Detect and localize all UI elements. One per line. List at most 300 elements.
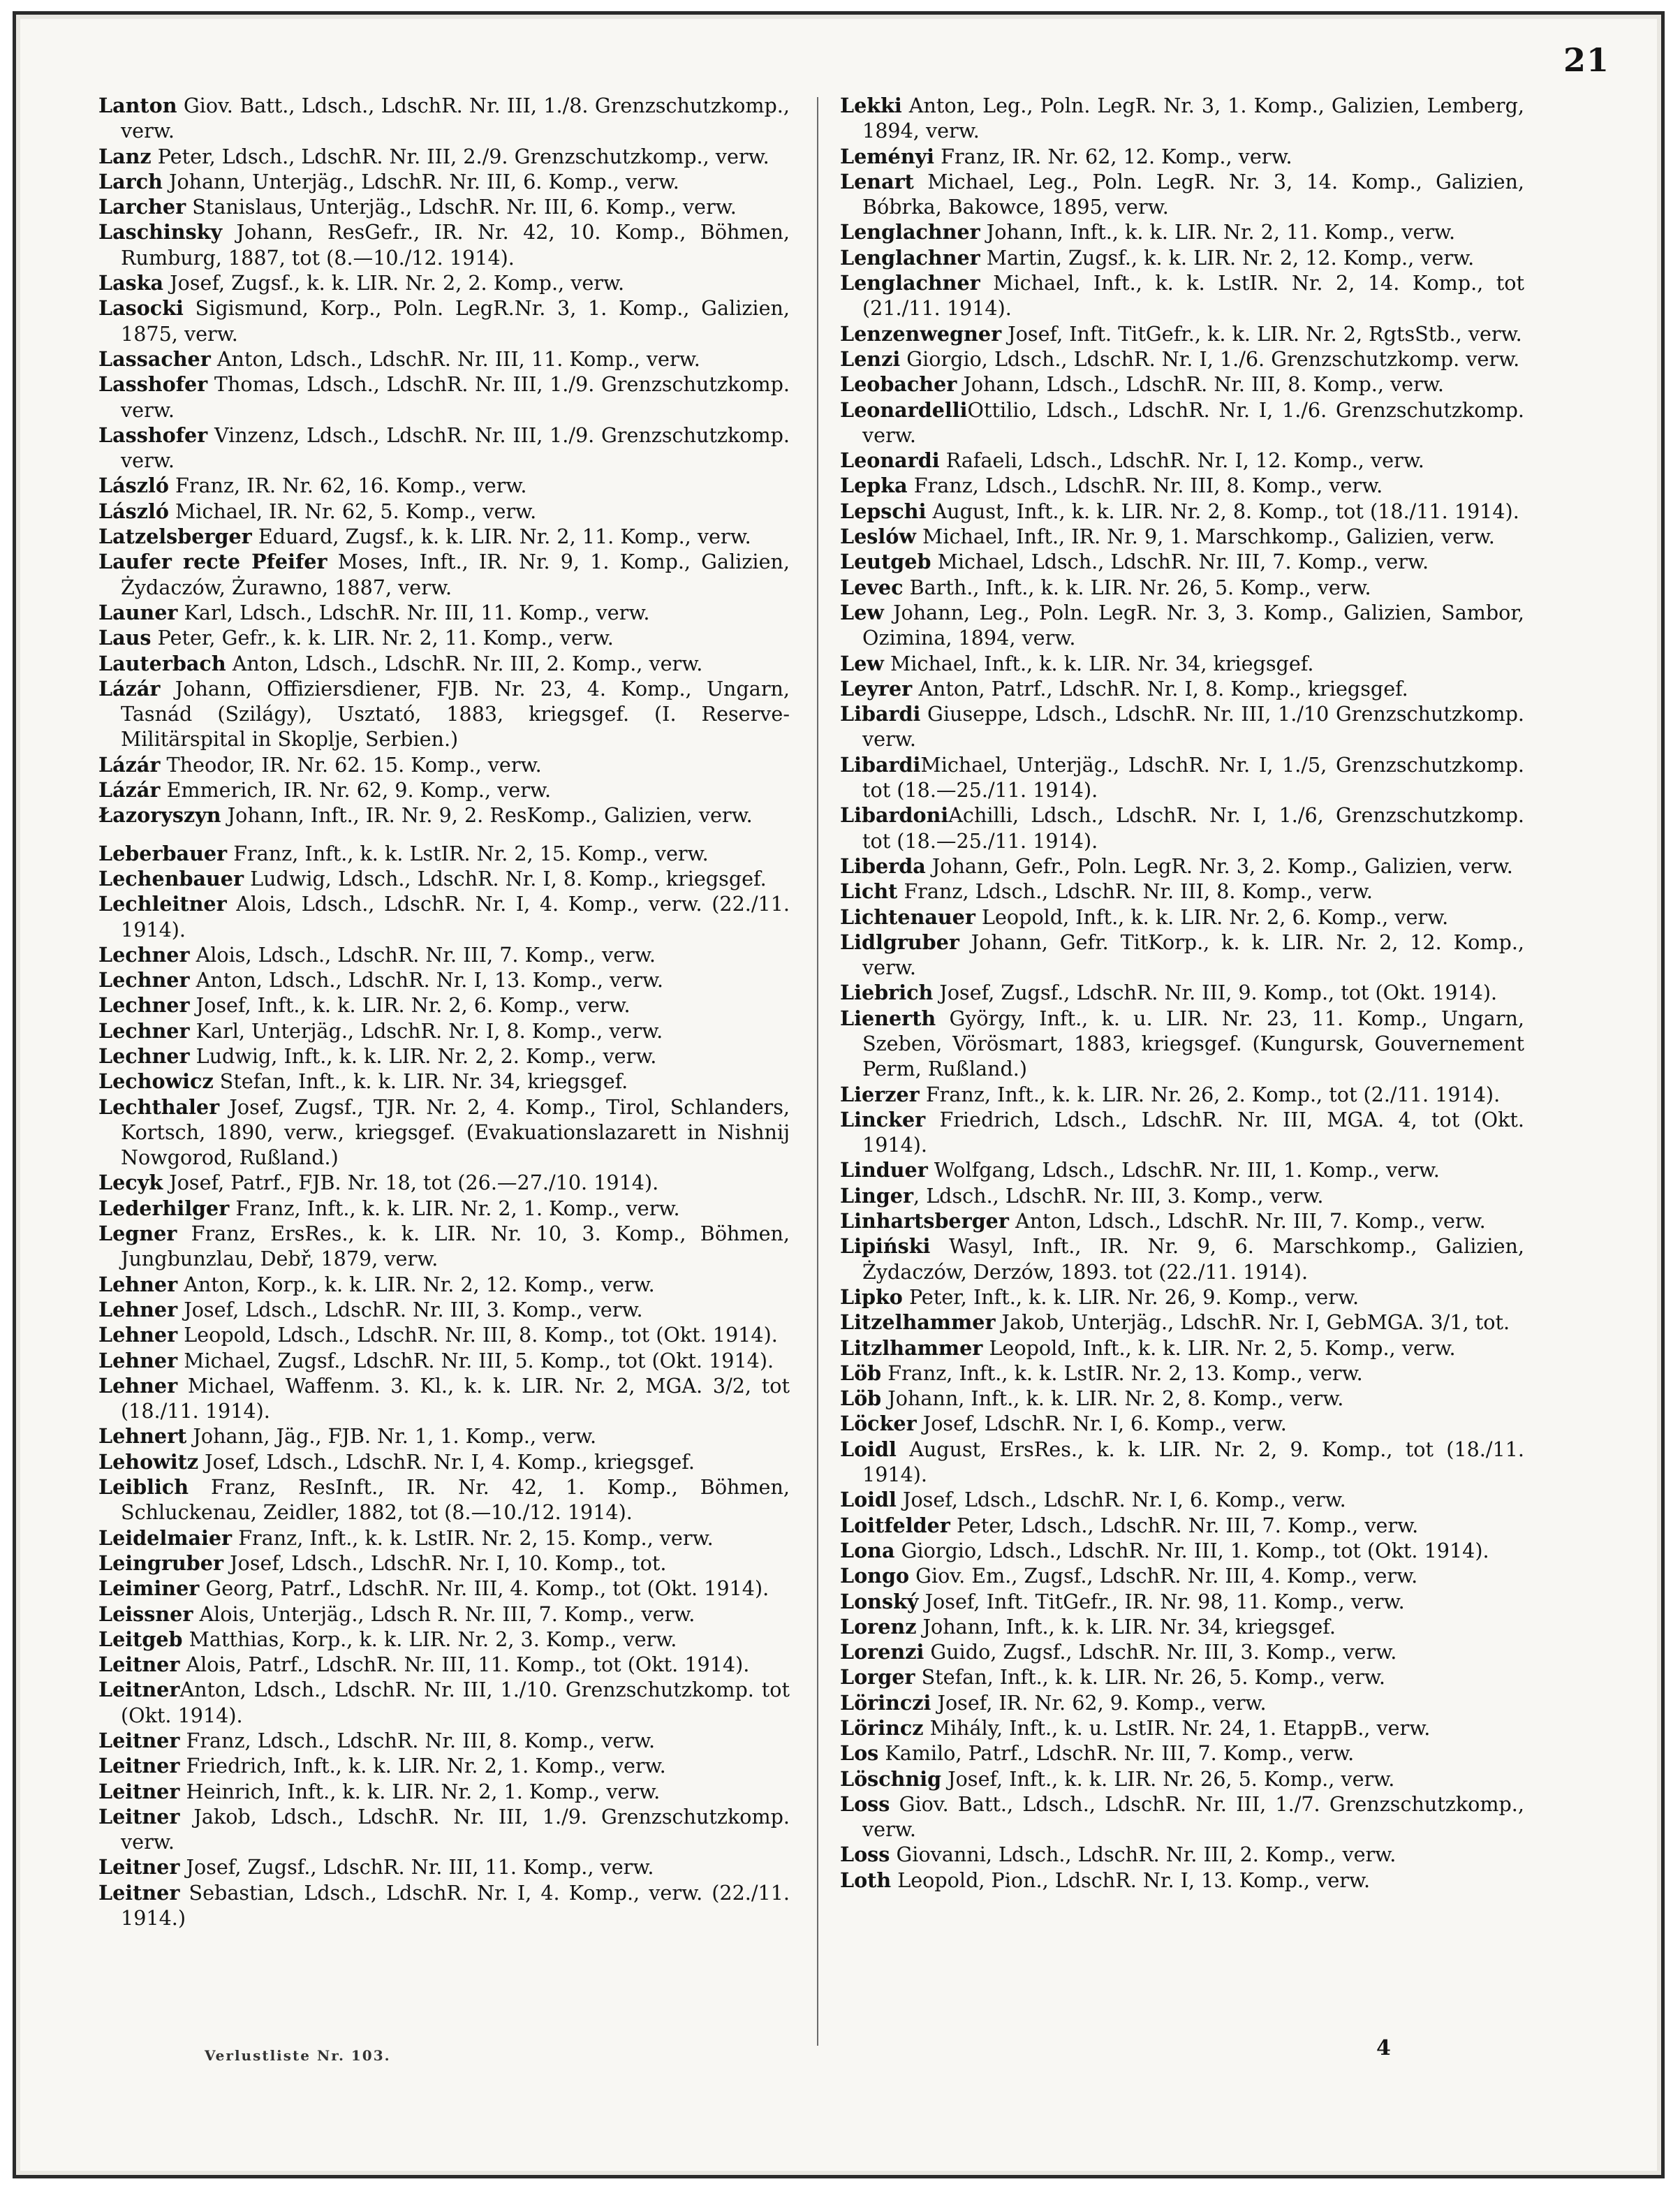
entry-details: Michael, Inft., k. k. LIR. Nr. 34, kriegsgef. <box>883 651 1314 675</box>
casualty-entry <box>98 1728 790 1753</box>
entry-details: Guido, Zugsf., LdschR. Nr. III, 3. Komp., verw. <box>924 1640 1397 1664</box>
entry-details: Peter, Ldsch., LdschR. Nr. III, 7. Komp., verw. <box>950 1513 1419 1537</box>
entry-surname: Laschinsky <box>98 220 223 244</box>
entry-details: Michael, Ldsch., LdschR. Nr. III, 7. Komp., verw. <box>931 550 1429 574</box>
casualty-entry <box>98 1170 790 1195</box>
casualty-entry <box>98 144 790 169</box>
entry-details: Michael, Inft., IR. Nr. 9, 1. Marschkomp., Galizien, verw. <box>915 525 1495 549</box>
entry-details: Franz, Ldsch., LdschR. Nr. III, 8. Komp., verw. <box>897 879 1373 904</box>
casualty-entry <box>840 346 1524 372</box>
column-divider <box>817 97 818 2046</box>
entry-surname: Lenglachner <box>840 220 980 244</box>
entry-surname: Lew <box>840 651 884 675</box>
entry-details: Wolfgang, Ldsch., LdschR. Nr. III, 1. Komp., verw. <box>927 1158 1440 1182</box>
entry-details: Johann, Ldsch., LdschR. Nr. III, 8. Komp., verw. <box>957 372 1444 397</box>
casualty-entry <box>840 1563 1524 1588</box>
entry-details: Friedrich, Ldsch., LdschR. Nr. III, MGA. 4, tot (Okt. 1914). <box>862 1107 1524 1157</box>
entry-details: Josef, Inft. TitGefr., IR. Nr. 98, 11. Komp., verw. <box>918 1589 1405 1613</box>
entry-details: György, Inft., k. u. LIR. Nr. 23, 11. Komp., Ungarn, Szeben, Vörösmart, 1883, kriegsgef. (Kungursk, Gouvernement Perm, Rußland.) <box>862 1006 1524 1081</box>
casualty-entry <box>840 1233 1524 1284</box>
entry-surname: Loss <box>840 1791 890 1816</box>
entry-surname: Lepka <box>840 474 908 498</box>
casualty-entry <box>98 1196 790 1221</box>
casualty-entry <box>840 1335 1524 1361</box>
casualty-entry <box>840 1411 1524 1436</box>
casualty-entry <box>840 575 1524 600</box>
casualty-entry <box>840 270 1524 321</box>
entry-surname: Lorger <box>840 1665 915 1690</box>
entry-surname: Lasshofer <box>98 423 208 447</box>
casualty-entry <box>98 473 790 498</box>
casualty-entry <box>98 1602 790 1627</box>
entry-details: Josef, LdschR. Nr. I, 6. Komp., verw. <box>916 1412 1287 1436</box>
entry-details: Karl, Ldsch., LdschR. Nr. III, 11. Komp., verw. <box>177 600 650 624</box>
casualty-entry <box>98 1854 790 1879</box>
entry-surname: Lipiński <box>840 1234 931 1259</box>
entry-details: Leopold, Ldsch., LdschR. Nr. III, 8. Komp., tot (Okt. 1914). <box>177 1323 778 1347</box>
casualty-entry <box>98 752 790 777</box>
casualty-entry <box>840 1639 1524 1664</box>
casualty-entry <box>98 676 790 752</box>
entry-details: Anton, Ldsch., LdschR. Nr. III, 11. Komp., verw. <box>210 346 700 371</box>
entry-details: Anton, Patrf., LdschR. Nr. I, 8. Komp., kriegsgef. <box>912 676 1408 701</box>
casualty-entry <box>98 1094 790 1171</box>
entry-details: Vinzenz, Ldsch., LdschR. Nr. III, 1./9. Grenzschutzkomp. verw. <box>121 423 790 473</box>
entry-details: Sigismund, Korp., Poln. LegR.Nr. 3, 1. Komp., Galizien, 1875, verw. <box>121 296 790 346</box>
entry-surname: Lecyk <box>98 1171 163 1195</box>
casualty-entry <box>98 1069 790 1094</box>
entry-surname: Leitner <box>98 1678 180 1702</box>
casualty-entry <box>840 701 1524 752</box>
casualty-entry <box>98 219 790 270</box>
entry-surname: Los <box>840 1741 879 1766</box>
entry-surname: Litzelhammer <box>840 1310 996 1335</box>
casualty-entry <box>98 1779 790 1804</box>
entry-details: Stefan, Inft., k. k. LIR. Nr. 26, 5. Komp., verw. <box>915 1665 1385 1690</box>
casualty-entry <box>98 549 790 600</box>
entry-details: Alois, Ldsch., LdschR. Nr. I, 4. Komp., verw. (22./11. 1914). <box>121 892 790 941</box>
entry-surname: Lasocki <box>98 296 184 321</box>
document-page <box>13 11 1665 2178</box>
entry-surname: Lehner <box>98 1297 178 1321</box>
entry-surname: Loidl <box>840 1488 897 1512</box>
entry-surname: Lekki <box>840 94 902 117</box>
casualty-entry <box>98 1297 790 1322</box>
entry-details: Josef, Inft., k. k. LIR. Nr. 26, 5. Komp., verw. <box>941 1766 1395 1791</box>
entry-surname: Leingruber <box>98 1551 224 1575</box>
casualty-entry <box>840 1513 1524 1538</box>
entry-surname: Lipko <box>840 1284 903 1309</box>
entry-details: Franz, Inft., k. k. LstIR. Nr. 2, 15. Komp., verw. <box>227 841 709 865</box>
entry-details: Franz, ResInft., IR. Nr. 42, 1. Komp., Böhmen, Schluckenau, Zeidler, 1882, tot (8.—10./12. 1914). <box>121 1475 790 1525</box>
page-number: 21 <box>1563 41 1609 79</box>
casualty-entry <box>98 1652 790 1677</box>
casualty-entry <box>840 1361 1524 1386</box>
casualty-entry <box>98 1880 790 1931</box>
entry-details: Johann, Jäg., FJB. Nr. 1, 1. Komp., verw. <box>186 1424 597 1449</box>
entry-surname: Leidelmaier <box>98 1525 233 1550</box>
right-column <box>840 93 1524 1893</box>
entry-details: Franz, Inft., k. k. LstIR. Nr. 2, 13. Komp., verw. <box>881 1361 1363 1385</box>
casualty-entry <box>840 1284 1524 1310</box>
entry-details: Johann, ResGefr., IR. Nr. 42, 10. Komp., Böhmen, Rumburg, 1887, tot (8.—10./12. 1914). <box>121 220 790 270</box>
entry-details: Johann, Gefr. TitKorp., k. k. LIR. Nr. 2, 12. Komp., verw. <box>862 930 1524 980</box>
entry-details: Josef, Zugsf., LdschR. Nr. III, 11. Komp., verw. <box>179 1855 654 1879</box>
entry-details: Rafaeli, Ldsch., LdschR. Nr. I, 12. Komp., verw. <box>939 448 1424 473</box>
casualty-entry <box>98 651 790 676</box>
entry-details: Johann, Inft., k. k. LIR. Nr. 34, kriegsgef. <box>916 1614 1336 1639</box>
entry-details: Josef, IR. Nr. 62, 9. Komp., verw. <box>931 1690 1267 1715</box>
casualty-entry <box>98 942 790 967</box>
entry-details: Sebastian, Ldsch., LdschR. Nr. I, 4. Komp., verw. (22./11. 1914.) <box>121 1880 790 1930</box>
casualty-entry <box>98 866 790 891</box>
casualty-entry <box>98 1474 790 1525</box>
entry-surname: Lenglachner <box>840 245 980 270</box>
casualty-entry <box>98 1373 790 1424</box>
casualty-entry <box>98 423 790 474</box>
entry-surname: László <box>98 499 169 523</box>
entry-details: Franz, Ldsch., LdschR. Nr. III, 8. Komp., verw. <box>179 1729 656 1752</box>
casualty-entry <box>98 499 790 524</box>
entry-details: Anton, Korp., k. k. LIR. Nr. 2, 12. Komp., verw. <box>177 1272 655 1296</box>
entry-surname: Lona <box>840 1538 895 1562</box>
entry-details: Ludwig, Inft., k. k. LIR. Nr. 2, 2. Komp., verw. <box>189 1043 657 1068</box>
entry-surname: Libardi <box>840 702 921 726</box>
casualty-entry <box>840 245 1524 270</box>
entry-surname: Lichtenauer <box>840 904 975 929</box>
entry-surname: Leményi <box>840 144 935 168</box>
entry-surname: Loidl <box>840 1437 897 1461</box>
casualty-entry <box>840 1589 1524 1614</box>
entry-details: Theodor, IR. Nr. 62. 15. Komp., verw. <box>160 752 542 777</box>
entry-surname: Leitner <box>98 1804 180 1829</box>
entry-surname: Latzelsberger <box>98 525 252 549</box>
casualty-entry <box>840 1437 1524 1488</box>
casualty-entry <box>98 1525 790 1551</box>
entry-surname: Lechthaler <box>98 1094 220 1119</box>
entry-details: August, Inft., k. k. LIR. Nr. 2, 8. Komp., tot (18./11. 1914). <box>926 499 1519 523</box>
casualty-entry <box>98 777 790 803</box>
casualty-entry <box>840 219 1524 244</box>
entry-details: Josef, Inft., k. k. LIR. Nr. 2, 6. Komp., verw. <box>189 993 631 1018</box>
entry-surname: Lechleitner <box>98 892 227 916</box>
entry-details: Georg, Patrf., LdschR. Nr. III, 4. Komp., tot (Okt. 1914). <box>199 1576 769 1601</box>
casualty-entry <box>98 1272 790 1297</box>
entry-surname: Longo <box>840 1564 910 1588</box>
casualty-entry <box>840 1208 1524 1233</box>
entry-details: Franz, Ldsch., LdschR. Nr. III, 8. Komp., verw. <box>907 474 1383 498</box>
entry-details: Josef, Patrf., FJB. Nr. 18, tot (26.—27./10. 1914). <box>163 1171 659 1195</box>
entry-details: Alois, Patrf., LdschR. Nr. III, 11. Komp., tot (Okt. 1914). <box>179 1653 750 1677</box>
casualty-entry <box>840 1386 1524 1411</box>
casualty-entry <box>840 1690 1524 1715</box>
casualty-entry <box>840 1868 1524 1893</box>
entry-surname: Lechner <box>98 968 190 992</box>
entry-surname: Legner <box>98 1222 177 1246</box>
entry-surname: Lörinczi <box>840 1690 931 1715</box>
entry-details: Michael, Waffenm. 3. Kl., k. k. LIR. Nr. 2, MGA. 3/2, tot (18./11. 1914). <box>121 1373 790 1423</box>
entry-surname: Lechner <box>98 1043 190 1068</box>
casualty-entry <box>98 841 790 866</box>
entry-details: Emmerich, IR. Nr. 62, 9. Komp., verw. <box>160 778 552 803</box>
casualty-entry <box>840 1715 1524 1741</box>
entry-surname: Leitgeb <box>98 1627 183 1651</box>
entry-surname: Löcker <box>840 1412 917 1436</box>
entry-surname: Leissner <box>98 1602 193 1626</box>
entry-details: Giorgio, Ldsch., LdschR. Nr. I, 1./6. Grenzschutzkomp. verw. <box>900 346 1520 371</box>
entry-surname: Linduer <box>840 1158 928 1182</box>
entry-surname: Leiblich <box>98 1475 189 1500</box>
entry-surname: Leitner <box>98 1779 180 1803</box>
entry-surname: Lenzi <box>840 346 901 371</box>
entry-details: Leopold, Inft., k. k. LIR. Nr. 2, 6. Komp., verw. <box>975 904 1449 929</box>
entry-details: Peter, Ldsch., LdschR. Nr. III, 2./9. Grenzschutzkomp., verw. <box>151 144 769 168</box>
entry-surname: Linhartsberger <box>840 1209 1009 1233</box>
entry-surname: Leitner <box>98 1729 180 1752</box>
entry-surname: Leonardi <box>840 448 940 473</box>
entry-details: Anton, Leg., Poln. LegR. Nr. 3, 1. Komp., Galizien, Lemberg, 1894, verw. <box>862 94 1524 143</box>
entry-surname: Laus <box>98 626 152 650</box>
casualty-entry <box>840 904 1524 930</box>
casualty-entry <box>840 321 1524 346</box>
entry-surname: Leutgeb <box>840 550 931 574</box>
entry-surname: Lehnert <box>98 1424 187 1449</box>
entry-surname: Lew <box>840 600 884 624</box>
entry-details: Michael, Inft., k. k. LstIR. Nr. 2, 14. Komp., tot (21./11. 1914). <box>862 271 1524 321</box>
entry-surname: Lehner <box>98 1373 178 1398</box>
entry-surname: Lechenbauer <box>98 866 244 891</box>
entry-surname: Leiminer <box>98 1576 200 1601</box>
casualty-entry <box>840 1741 1524 1766</box>
casualty-entry <box>98 1322 790 1347</box>
entry-surname: Leitner <box>98 1754 180 1778</box>
entry-details: Alois, Unterjäg., Ldsch R. Nr. III, 7. Komp., verw. <box>193 1602 695 1626</box>
casualty-entry <box>98 1753 790 1778</box>
entry-details: Mihály, Inft., k. u. LstIR. Nr. 24, 1. EtappB., verw. <box>923 1716 1431 1740</box>
casualty-entry <box>98 1423 790 1449</box>
casualty-entry <box>98 270 790 295</box>
entry-surname: Lechner <box>98 1018 190 1043</box>
entry-details: Franz, ErsRes., k. k. LIR. Nr. 10, 3. Komp., Böhmen, Jungbunzlau, Debř, 1879, verw. <box>121 1222 790 1271</box>
entry-surname: Lierzer <box>840 1082 920 1106</box>
entry-details: Johann, Offiziersdiener, FJB. Nr. 23, 4. Komp., Ungarn, Tasnád (Szilágy), Usztató, 1883, kriegsgef. (I. Reserve-Militärspital in Skoplje, Serbien.) <box>121 676 790 752</box>
entry-details: Johann, Leg., Poln. LegR. Nr. 3, 3. Komp., Galizien, Sambor, Ozimina, 1894, verw. <box>862 600 1524 650</box>
casualty-entry <box>840 372 1524 397</box>
entry-details: Josef, Ldsch., LdschR. Nr. III, 3. Komp., verw. <box>177 1297 643 1321</box>
casualty-entry <box>98 1221 790 1272</box>
casualty-entry <box>840 1538 1524 1563</box>
entry-details: Matthias, Korp., k. k. LIR. Nr. 2, 3. Komp., verw. <box>182 1627 677 1651</box>
entry-surname: Leitner <box>98 1855 180 1879</box>
casualty-entry <box>840 1487 1524 1512</box>
entry-details: Johann, Inft., k. k. LIR. Nr. 2, 8. Komp., verw. <box>881 1386 1344 1411</box>
entry-surname: Linger <box>840 1183 914 1208</box>
casualty-entry <box>840 600 1524 651</box>
entry-details: Anton, Ldsch., LdschR. Nr. III, 7. Komp., verw. <box>1008 1209 1486 1233</box>
entry-details: Josef, Ldsch., LdschR. Nr. I, 4. Komp., kriegsgef. <box>198 1449 695 1474</box>
entry-details: Michael, IR. Nr. 62, 5. Komp., verw. <box>168 499 537 523</box>
casualty-entry <box>98 1018 790 1043</box>
signature-mark: 4 <box>1376 2036 1391 2060</box>
entry-surname: Loss <box>840 1842 890 1867</box>
entry-surname: Launer <box>98 600 178 624</box>
casualty-entry <box>98 1677 790 1728</box>
entry-details: Wasyl, Inft., IR. Nr. 9, 6. Marschkomp., Galizien, Żydaczów, Derzów, 1893. tot (22./11. 1914). <box>862 1234 1524 1284</box>
entry-details: Moses, Inft., IR. Nr. 9, 1. Komp., Galizien, Żydaczów, Żurawno, 1887, verw. <box>121 550 790 599</box>
entry-details: Giuseppe, Ldsch., LdschR. Nr. III, 1./10 Grenzschutzkomp. verw. <box>862 702 1524 752</box>
entry-surname: Lauterbach <box>98 651 226 675</box>
entry-details: Franz, Inft., k. k. LIR. Nr. 26, 2. Komp., tot (2./11. 1914). <box>919 1082 1501 1106</box>
entry-details: Giov. Batt., Ldsch., LdschR. Nr. III, 1./8. Grenzschutzkomp., verw. <box>121 94 790 143</box>
entry-surname: Lázár <box>98 752 161 777</box>
entry-details: Stefan, Inft., k. k. LIR. Nr. 34, kriegsgef. <box>213 1069 628 1094</box>
entry-details: Giov. Em., Zugsf., LdschR. Nr. III, 4. Komp., verw. <box>909 1564 1418 1588</box>
entry-details: Jakob, Unterjäg., LdschR. Nr. I, GebMGA. 3/1, tot. <box>995 1310 1510 1335</box>
entry-details: Eduard, Zugsf., k. k. LIR. Nr. 2, 11. Komp., verw. <box>251 525 751 549</box>
entry-surname: Litzlhammer <box>840 1335 983 1360</box>
casualty-entry <box>840 473 1524 498</box>
casualty-entry <box>98 93 790 144</box>
casualty-entry <box>98 967 790 992</box>
casualty-entry <box>98 194 790 219</box>
entry-surname: Leitner <box>98 1653 180 1677</box>
casualty-entry <box>840 524 1524 549</box>
entry-surname: Liberda <box>840 853 926 878</box>
entry-details: Thomas, Ldsch., LdschR. Nr. III, 1./9. Grenzschutzkomp. verw. <box>121 372 790 422</box>
entry-details: Michael, Leg., Poln. LegR. Nr. 3, 14. Komp., Galizien, Bóbrka, Bakowce, 1895, verw. <box>862 169 1524 219</box>
entry-details: Ottilio, Ldsch., LdschR. Nr. I, 1./6. Grenzschutzkomp. verw. <box>862 397 1524 447</box>
casualty-entry <box>840 1183 1524 1208</box>
casualty-entry <box>840 752 1524 803</box>
entry-surname: Lincker <box>840 1107 926 1131</box>
entry-details: Karl, Unterjäg., LdschR. Nr. I, 8. Komp., verw. <box>189 1018 663 1043</box>
casualty-entry <box>98 1449 790 1474</box>
entry-details: Giorgio, Ldsch., LdschR. Nr. III, 1. Komp., tot (Okt. 1914). <box>894 1538 1489 1562</box>
casualty-entry <box>98 372 790 423</box>
entry-surname: Licht <box>840 879 898 904</box>
entry-details: Leopold, Pion., LdschR. Nr. I, 13. Komp., verw. <box>891 1868 1371 1892</box>
entry-details: Leopold, Inft., k. k. LIR. Nr. 2, 5. Komp., verw. <box>982 1335 1456 1360</box>
casualty-entry <box>98 600 790 625</box>
casualty-entry <box>840 144 1524 169</box>
entry-details: Franz, Inft., k. k. LstIR. Nr. 2, 15. Komp., verw. <box>232 1525 714 1550</box>
entry-surname: Lenglachner <box>840 271 980 295</box>
casualty-entry <box>840 980 1524 1005</box>
entry-surname: Leitner <box>98 1880 180 1905</box>
entry-surname: Lanz <box>98 144 152 168</box>
entry-surname: Lepschi <box>840 499 927 523</box>
entry-surname: Laska <box>98 271 164 295</box>
casualty-entry <box>840 803 1524 853</box>
casualty-entry <box>98 346 790 372</box>
entry-details: Franz, IR. Nr. 62, 16. Komp., verw. <box>168 474 527 498</box>
entry-surname: Lázár <box>98 778 161 803</box>
entry-details: Josef, Ldsch., LdschR. Nr. I, 6. Komp., verw. <box>896 1488 1346 1512</box>
casualty-entry <box>840 930 1524 981</box>
casualty-entry <box>840 549 1524 574</box>
entry-details: Michael, Zugsf., LdschR. Nr. III, 5. Komp., tot (Okt. 1914). <box>177 1348 774 1372</box>
entry-surname: Lanton <box>98 94 177 117</box>
entry-details: Josef, Zugsf., TJR. Nr. 2, 4. Komp., Tirol, Schlanders, Kortsch, 1890, verw., kriegsgef. (Evakuationslazarett in Nishnij Nowgorod, Rußland.) <box>121 1094 790 1170</box>
entry-surname: Lázár <box>98 676 161 701</box>
entry-surname: Lonský <box>840 1589 919 1613</box>
entry-surname: Lassacher <box>98 346 211 371</box>
entry-details: Josef, Zugsf., k. k. LIR. Nr. 2, 2. Komp., verw. <box>163 271 625 295</box>
casualty-entry <box>98 295 790 346</box>
entry-details: Kamilo, Patrf., LdschR. Nr. III, 7. Komp., verw. <box>878 1741 1355 1766</box>
entry-surname: Leberbauer <box>98 841 228 865</box>
casualty-entry <box>840 879 1524 904</box>
entry-surname: Lasshofer <box>98 372 208 397</box>
entry-surname: Lehowitz <box>98 1449 199 1474</box>
left-column <box>98 93 790 1930</box>
casualty-entry <box>98 1348 790 1373</box>
casualty-entry <box>98 1804 790 1855</box>
entry-details: August, ErsRes., k. k. LIR. Nr. 2, 9. Komp., tot (18./11. 1914). <box>862 1437 1524 1487</box>
entry-details: Martin, Zugsf., k. k. LIR. Nr. 2, 12. Komp., verw. <box>980 245 1475 270</box>
entry-surname: Löb <box>840 1386 882 1411</box>
entry-details: Johann, Inft., k. k. LIR. Nr. 2, 11. Komp., verw. <box>980 220 1456 244</box>
entry-details: Barth., Inft., k. k. LIR. Nr. 26, 5. Komp., verw. <box>903 575 1371 599</box>
entry-surname: Larcher <box>98 195 186 219</box>
casualty-entry <box>840 499 1524 524</box>
entry-details: Alois, Ldsch., LdschR. Nr. III, 7. Komp., verw. <box>189 942 656 967</box>
casualty-entry <box>840 1157 1524 1182</box>
entry-surname: Leobacher <box>840 372 957 397</box>
casualty-entry <box>840 651 1524 676</box>
casualty-entry <box>840 853 1524 879</box>
entry-details: Anton, Ldsch., LdschR. Nr. III, 1./10. Grenzschutzkomp. tot (Okt. 1914). <box>121 1678 790 1727</box>
casualty-entry <box>840 1614 1524 1639</box>
casualty-entry <box>840 1006 1524 1082</box>
entry-details: Josef, Ldsch., LdschR. Nr. I, 10. Komp., tot. <box>223 1551 667 1575</box>
entry-details: Franz, IR. Nr. 62, 12. Komp., verw. <box>934 144 1292 168</box>
entry-details: Stanislaus, Unterjäg., LdschR. Nr. III, 6. Komp., verw. <box>186 195 737 219</box>
entry-details: Giovanni, Ldsch., LdschR. Nr. III, 2. Komp., verw. <box>890 1842 1397 1867</box>
entry-surname: Löschnig <box>840 1766 942 1791</box>
entry-surname: Lörincz <box>840 1716 924 1740</box>
entry-details: Achilli, Ldsch., LdschR. Nr. I, 1./6, Grenzschutzkomp. tot (18.—25./11. 1914). <box>862 803 1524 853</box>
casualty-entry <box>840 1791 1524 1842</box>
entry-details: , Ldsch., LdschR. Nr. III, 3. Komp., verw. <box>913 1183 1324 1208</box>
entry-surname: Łazoryszyn <box>98 803 221 828</box>
casualty-entry <box>98 625 790 650</box>
casualty-entry <box>840 397 1524 448</box>
casualty-entry <box>840 1082 1524 1107</box>
entry-details: Ludwig, Ldsch., LdschR. Nr. I, 8. Komp., kriegsgef. <box>244 866 767 891</box>
entry-surname: Lenart <box>840 169 914 193</box>
section-gap <box>98 828 790 841</box>
entry-surname: Löb <box>840 1361 882 1385</box>
entry-details: Anton, Ldsch., LdschR. Nr. III, 2. Komp., verw. <box>226 651 703 675</box>
entry-details: Peter, Gefr., k. k. LIR. Nr. 2, 11. Komp., verw. <box>151 626 614 650</box>
entry-surname: Lenzenwegner <box>840 321 1002 346</box>
casualty-entry <box>98 803 790 828</box>
entry-surname: Liebrich <box>840 981 934 1005</box>
entry-details: Jakob, Ldsch., LdschR. Nr. III, 1./9. Grenzschutzkomp. verw. <box>121 1804 790 1854</box>
casualty-entry <box>840 1664 1524 1690</box>
casualty-entry <box>98 891 790 942</box>
entry-surname: Leyrer <box>840 676 913 701</box>
entry-details: Johann, Gefr., Poln. LegR. Nr. 3, 2. Komp., Galizien, verw. <box>925 853 1513 878</box>
entry-surname: Loitfelder <box>840 1513 950 1537</box>
entry-details: Peter, Inft., k. k. LIR. Nr. 26, 9. Komp., verw. <box>902 1284 1360 1309</box>
entry-surname: Libardoni <box>840 803 949 828</box>
entry-details: Franz, Inft., k. k. LIR. Nr. 2, 1. Komp., verw. <box>229 1196 680 1220</box>
casualty-entry <box>840 1310 1524 1335</box>
entry-details: Michael, Unterjäg., LdschR. Nr. I, 1./5, Grenzschutzkomp. tot (18.—25./11. 1914). <box>862 752 1524 803</box>
casualty-entry <box>98 992 790 1018</box>
